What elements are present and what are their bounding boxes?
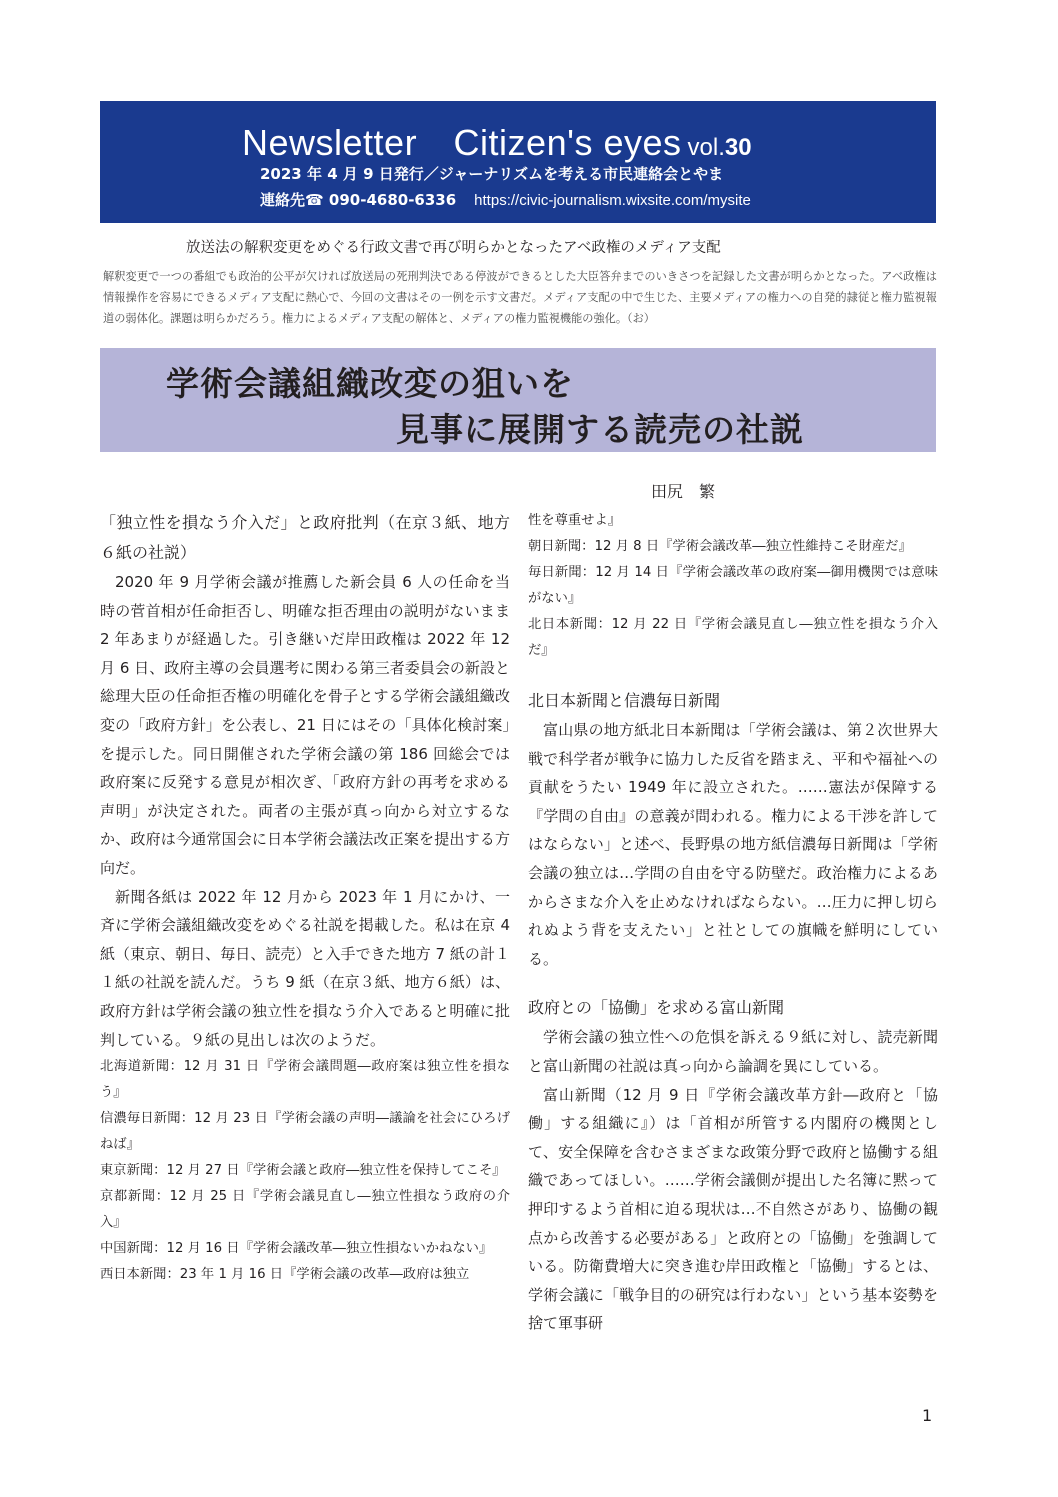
- editorial-list-item: 北日本新聞：12 月 22 日『学術会議見直し―独立性を損なう介入だ』: [528, 617, 938, 658]
- editorial-list-item: 京都新聞：12 月 25 日『学術会議見直し―独立性損なう政府の介入』: [100, 1189, 510, 1231]
- paragraph: 新聞各紙は 2022 年 12 月から 2023 年 1 月にかけ、一斉に学術会議組織改変をめぐる社説を掲載した。私は在京 4 紙（東京、朝日、毎日、読売）と入手できた地方 7 紙の計１１紙の社説を読んだ。うち 9 紙（在京３紙、地方６紙）は、政府方針は学術会議の独立性を損なう介入であると明確に批判している。９紙の見出しは次のようだ。: [100, 887, 510, 1049]
- author-name: 田尻 繁: [651, 482, 716, 501]
- editorial-list-item: 中国新聞：12 月 16 日『学術会議改革―独立性損ないかねない』: [100, 1241, 493, 1257]
- newsletter-name: Newsletter Citizen's eyes: [242, 122, 682, 163]
- volume-number: 30: [724, 134, 752, 161]
- lead-title: 放送法の解釈変更をめぐる行政文書で再び明らかとなったアベ政権のメディア支配: [186, 240, 721, 256]
- spacer: [528, 664, 938, 686]
- editorial-list-item: 北海道新聞：12 月 31 日『学術会議問題―政府案は独立性を損なう』: [100, 1059, 510, 1101]
- right-column: [528, 508, 938, 1338]
- section-heading: 「独立性を損なう介入だ」と政府批判（在京３紙、地方６紙の社説）: [100, 513, 510, 562]
- headline-line-1: 学術会議組織改変の狙いを: [166, 364, 574, 403]
- paragraph: 2020 年 9 月学術会議が推薦した新会員 6 人の任命を当時の菅首相が任命拒否し、明確な拒否理由の説明がないまま 2 年あまりが経過した。引き継いだ岸田政権は 2022 年 12 月 6 日、政府主導の会員選考に関わる第三者委員会の新設と総理大臣の任命拒否権の明確化を骨子とする学術会議組織改変の「政府方針」を公表し、21 日にはその「具体化検討案」を提示した。同日開催された学術会議の第 186 回総会では政府案に反発する意見が相次ぎ、「政府方針の再考を求める声明」が決定された。両者の主張が真っ向から対立するなか、政府は今通常国会に日本学術会議法改正案を提出する方向だ。: [100, 573, 510, 877]
- paragraph: 学術会議の独立性への危惧を訴える９紙に対し、読売新聞と富山新聞の社説は真っ向から論調を異にしている。: [528, 1028, 938, 1075]
- publication-info: 2023 年 4 月 9 日発行／ジャーナリズムを考える市民連絡会とやま: [260, 165, 724, 183]
- volume-prefix: vol.: [687, 134, 725, 161]
- newsletter-title: [242, 115, 752, 166]
- left-column: [100, 508, 510, 1288]
- volume-label: [688, 134, 752, 161]
- editorial-list-item: 毎日新聞：12 月 14 日『学術会議改革の政府案―御用機関では意味がない』: [528, 565, 938, 606]
- editorial-list-item: 西日本新聞：23 年 1 月 16 日『学術会議の改革―政府は独立: [100, 1267, 470, 1283]
- headline-line-2: 見事に展開する読売の社説: [396, 410, 804, 449]
- editorial-list-item: 性を尊重せよ』: [528, 513, 622, 528]
- contact-phone: 連絡先☎ 090-4680-6336: [260, 191, 457, 209]
- paragraph: 富山新聞（12 月 9 日『学術会議改革方針―政府と「協働」する組織に』）は「首相が所管する内閣府の機関として、安全保障を含むさまざまな政策分野で政府と協働する組織であってほしい。……学術会議側が提出した名簿に黙って押印するよう首相に迫る現状は…不自然さがあり、協働の観点から改善する必要がある」と政府との「協働」を強調している。防衛費増大に突き進む岸田政権と「協働」するとは、学術会議に「戦争目的の研究は行わない」という基本姿勢を捨て軍事研: [528, 1085, 938, 1333]
- newsletter-banner: [100, 101, 936, 223]
- paragraph: 富山県の地方紙北日本新聞は「学術会議は、第２次世界大戦で科学者が戦争に協力した反省を踏まえ、平和や福祉への貢献をうたい 1949 年に設立された。……憲法が保障する『学問の自由』の意義が問われる。権力による干渉を許してはならない」と述べ、長野県の地方紙信濃毎日新聞は「学術会議の独立は…学問の自由を守る防壁だ。政治権力によるあからさまな介入を止めなければならない。…圧力に押し切られぬよう背を支えたい」と社としての旗幟を鮮明にしている。: [528, 721, 938, 968]
- section-heading: 北日本新聞と信濃毎日新聞: [528, 691, 721, 710]
- page-number: 1: [922, 1406, 933, 1425]
- editorial-list-item: 朝日新聞：12 月 8 日『学術会議改革―独立性維持こそ財産だ』: [528, 539, 912, 554]
- website-url[interactable]: https://civic-journalism.wixsite.com/mysite: [474, 192, 751, 209]
- section-heading: 政府との「協働」を求める富山新聞: [528, 998, 785, 1018]
- editorial-list-item: 信濃毎日新聞：12 月 23 日『学術会議の声明―議論を社会にひろげねば』: [100, 1111, 510, 1153]
- lead-body: 解釈変更で一つの番組でも政治的公平が欠ければ放送局の死刑判決である停波ができるとした大臣答弁までのいきさつを記録した文書が明らかとなった。アベ政権は情報操作を容易にできるメディア支配に熱心で、今回の文書はその一例を示す文書だ。メディア支配の中で生じた、主要メディアの権力への自発的隷従と権力監視報道の弱体化。課題は明らかだろう。権力によるメディア支配の解体と、メディアの権力監視機能の強化。（お）: [103, 270, 937, 325]
- editorial-list-item: 東京新聞：12 月 27 日『学術会議と政府―独立性を保持してこそ』: [100, 1163, 506, 1179]
- contact-info: [260, 189, 751, 210]
- article-headline: [100, 348, 936, 452]
- spacer: [528, 973, 938, 993]
